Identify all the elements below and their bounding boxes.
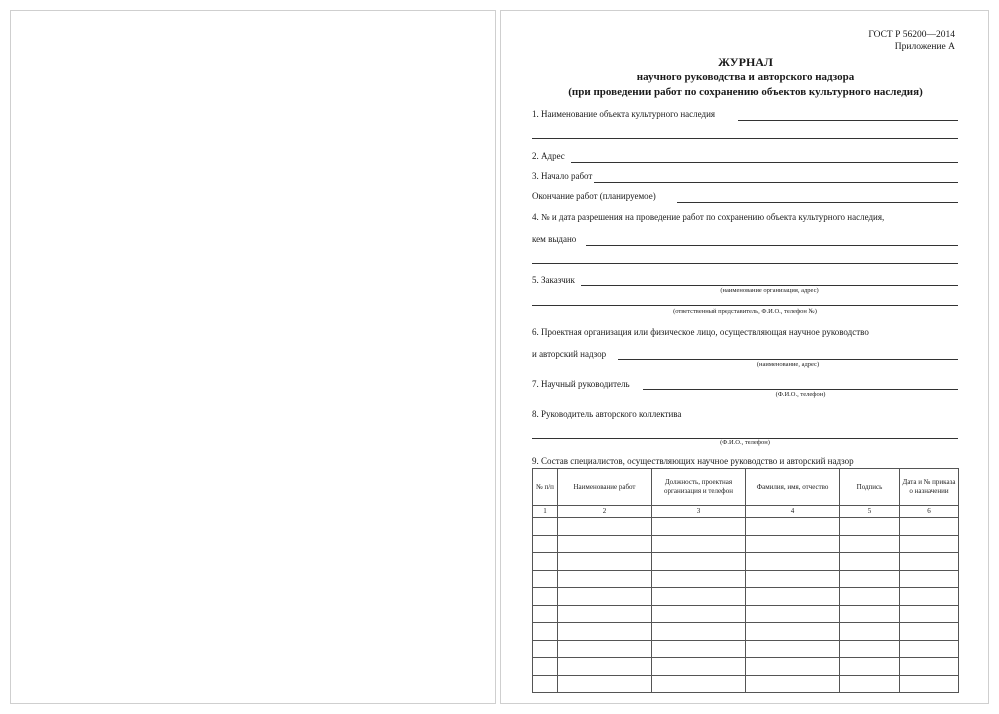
field-7-label: 7. Научный руководитель [532, 379, 630, 389]
field-3-line[interactable] [594, 182, 958, 183]
field-1-label: 1. Наименование объекта культурного наследия [532, 109, 716, 119]
column-number: 5 [840, 506, 900, 518]
table-row[interactable] [533, 675, 959, 693]
table-header-cell: Дата и № приказа о назначении [900, 469, 959, 506]
table-header-cell: Фамилия, имя, отчество [746, 469, 840, 506]
table-number-row [533, 506, 959, 518]
field-5-line[interactable] [581, 285, 958, 286]
table-row[interactable] [533, 518, 959, 536]
table-header-row [533, 469, 959, 506]
field-3b-line[interactable] [677, 202, 958, 203]
journal-title: ЖУРНАЛ [718, 55, 773, 69]
field-3b-label: Окончание работ (планируемое) [532, 191, 656, 201]
table-row[interactable] [533, 535, 959, 553]
field-7-line[interactable] [643, 389, 958, 390]
column-number: 1 [533, 506, 558, 518]
column-number: 3 [652, 506, 746, 518]
field-1-line-2[interactable] [532, 138, 958, 139]
journal-subtitle-2: (при проведении работ по сохранению объектов культурного наследия) [568, 86, 923, 98]
field-8-label: 8. Руководитель авторского коллектива [532, 409, 682, 419]
standard-number: ГОСТ Р 56200—2014 [868, 30, 955, 40]
field-5-caption-2: (ответственный представитель, Ф.И.О., телефон №) [673, 308, 817, 315]
table-row[interactable] [533, 605, 959, 623]
field-8-caption: (Ф.И.О., телефон) [720, 439, 770, 446]
table-header-cell: Подпись [840, 469, 900, 506]
table-row[interactable] [533, 623, 959, 641]
table-row[interactable] [533, 570, 959, 588]
field-1-line[interactable] [738, 120, 958, 121]
table-row[interactable] [533, 553, 959, 571]
field-4-line-2[interactable] [532, 263, 958, 264]
field-4-label: 4. № и дата разрешения на проведение работ по сохранению объекта культурного наследия, [532, 212, 885, 222]
field-5-line-2[interactable] [532, 305, 958, 306]
table-header-cell: Наименование работ [558, 469, 652, 506]
field-4-line[interactable] [586, 245, 958, 246]
table-row[interactable] [533, 640, 959, 658]
field-5-caption-1: (наименование организация, адрес) [720, 287, 819, 294]
field-7-caption: (Ф.И.О., телефон) [775, 391, 826, 398]
form-page [500, 10, 989, 704]
field-6-label: 6. Проектная организация или физическое лицо, осуществляющая научное руководство [532, 327, 869, 337]
column-number: 2 [558, 506, 652, 518]
field-6-line[interactable] [618, 359, 958, 360]
field-2-line[interactable] [571, 162, 958, 163]
field-5-label: 5. Заказчик [532, 275, 575, 285]
specialists-table [532, 468, 959, 693]
field-9-label: 9. Состав специалистов, осуществляющих научное руководство и авторский надзор [532, 456, 854, 466]
appendix-label: Приложение А [894, 42, 955, 52]
table-header-cell: № п/п [533, 469, 558, 506]
journal-subtitle: научного руководства и авторского надзора [636, 71, 855, 83]
table-row[interactable] [533, 658, 959, 676]
column-number: 4 [746, 506, 840, 518]
table-row[interactable] [533, 588, 959, 606]
field-6b-label: и авторский надзор [532, 349, 607, 359]
field-6-caption: (наименование, адрес) [756, 361, 820, 368]
column-number: 6 [900, 506, 959, 518]
table-header-cell: Должность, проектная организация и телефон [652, 469, 746, 506]
field-2-label: 2. Адрес [532, 151, 565, 161]
field-4b-label: кем выдано [532, 234, 577, 244]
field-3-label: 3. Начало работ [532, 171, 593, 181]
left-blank-page [10, 10, 496, 704]
